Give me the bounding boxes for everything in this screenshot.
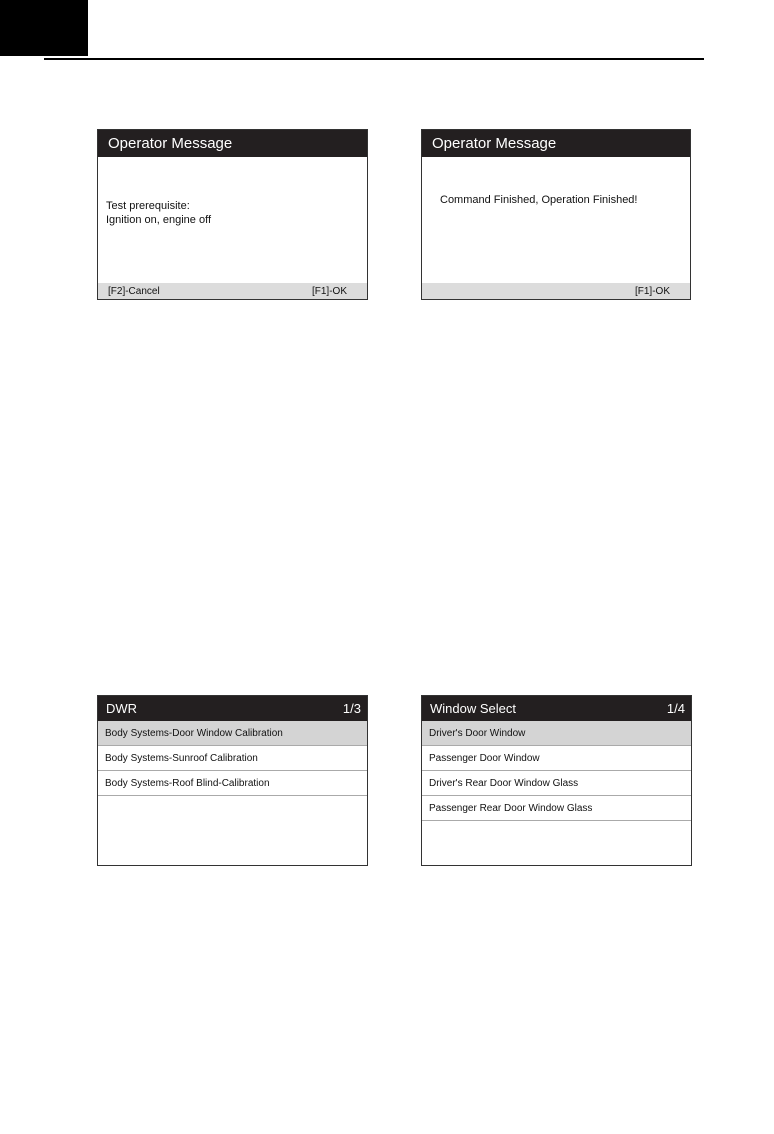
message-line: Ignition on, engine off bbox=[106, 214, 211, 226]
dwr-menu-screen bbox=[97, 695, 368, 866]
page-indicator: 1/4 bbox=[666, 701, 685, 716]
operator-message-screen-2 bbox=[421, 129, 691, 300]
screen-title: Window Select bbox=[430, 701, 516, 716]
header-rule bbox=[44, 58, 704, 60]
message-body bbox=[98, 157, 367, 283]
list-item-drivers-rear-door-window-glass[interactable]: Driver's Rear Door Window Glass bbox=[422, 771, 691, 796]
list-item-passenger-door-window[interactable]: Passenger Door Window bbox=[422, 746, 691, 771]
list-item-sunroof-calibration[interactable]: Body Systems-Sunroof Calibration bbox=[98, 746, 367, 771]
list-item-roof-blind-calibration[interactable]: Body Systems-Roof Blind-Calibration bbox=[98, 771, 367, 796]
ok-button[interactable]: [F1]-OK bbox=[634, 285, 670, 297]
list-item-door-window-calibration[interactable]: Body Systems-Door Window Calibration bbox=[98, 721, 367, 746]
menu-list bbox=[422, 721, 691, 821]
cancel-button[interactable]: [F2]-Cancel bbox=[108, 285, 160, 297]
window-select-screen bbox=[421, 695, 692, 866]
corner-block bbox=[0, 0, 88, 56]
footer-bar bbox=[422, 283, 690, 299]
menu-list bbox=[98, 721, 367, 796]
message-body bbox=[422, 157, 690, 283]
footer-bar bbox=[98, 283, 367, 299]
operator-message-screen-1 bbox=[97, 129, 368, 300]
title-bar bbox=[98, 130, 367, 157]
list-item-passenger-rear-door-window-glass[interactable]: Passenger Rear Door Window Glass bbox=[422, 796, 691, 821]
screen-title: Operator Message bbox=[108, 135, 233, 152]
title-bar bbox=[98, 696, 367, 721]
title-bar bbox=[422, 130, 690, 157]
message-line: Test prerequisite: bbox=[106, 200, 190, 212]
title-bar bbox=[422, 696, 691, 721]
ok-button[interactable]: [F1]-OK bbox=[311, 285, 347, 297]
screen-title: Operator Message bbox=[432, 135, 557, 152]
list-item-drivers-door-window[interactable]: Driver's Door Window bbox=[422, 721, 691, 746]
message-line: Command Finished, Operation Finished! bbox=[440, 194, 638, 206]
screen-title: DWR bbox=[106, 701, 138, 716]
page-indicator: 1/3 bbox=[342, 701, 361, 716]
